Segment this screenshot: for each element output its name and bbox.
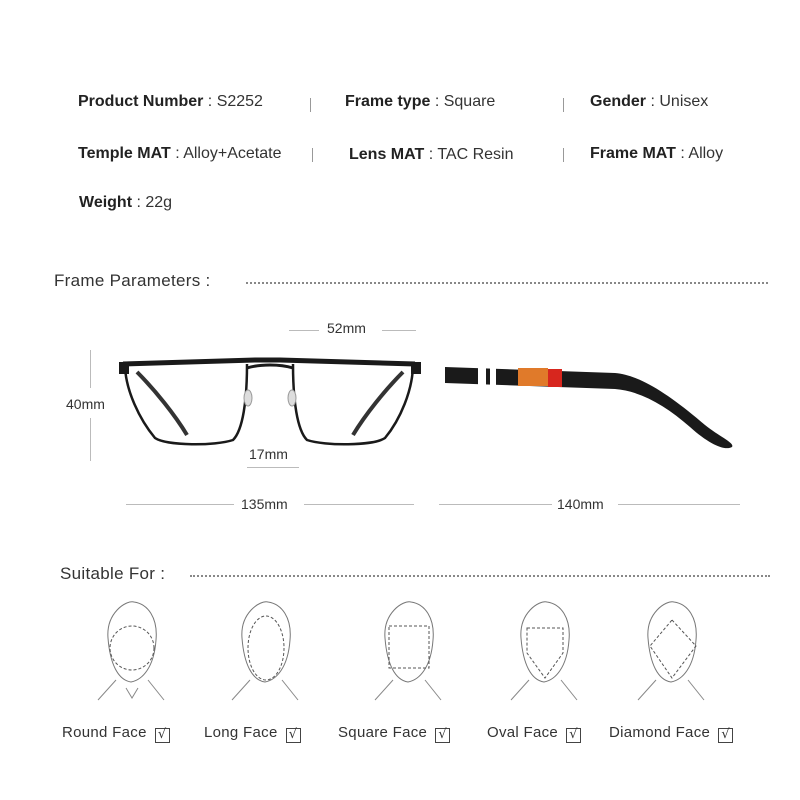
dimension-line (618, 504, 740, 505)
glasses-front-view (115, 350, 425, 460)
face-label: Oval Face (487, 724, 559, 741)
temple-length-label: 140mm (557, 496, 604, 512)
checkmark-icon: √ (566, 728, 581, 743)
checkmark-icon: √ (155, 728, 170, 743)
dotted-divider (190, 575, 770, 577)
face-label: Round Face (62, 724, 147, 741)
spec-value: Square (443, 93, 496, 110)
dimension-line (304, 504, 414, 505)
spec-value: S2252 (216, 93, 263, 110)
divider (563, 98, 564, 112)
face-option-diamond (609, 724, 733, 743)
square-face-icon (373, 598, 443, 708)
spec-value: 22g (145, 194, 173, 211)
spec-label: Product Number (78, 93, 204, 110)
spec-value: TAC Resin (437, 146, 514, 163)
spec-temple-mat: Temple MAT : Alloy+Acetate (78, 145, 282, 162)
spec-frame-mat: Frame MAT : Alloy (590, 145, 724, 162)
checkmark-icon: √ (435, 728, 450, 743)
spec-value: Unisex (659, 93, 709, 110)
frame-width-label: 135mm (241, 496, 288, 512)
frame-parameters-title: Frame Parameters : (54, 271, 211, 290)
spec-label: Lens MAT (349, 146, 425, 163)
spec-value: Alloy+Acetate (183, 145, 282, 162)
dimension-line (90, 350, 91, 388)
spec-frame-type: Frame type : Square (345, 93, 496, 110)
checkmark-icon: √ (286, 728, 301, 743)
lens-height-label: 40mm (66, 396, 105, 412)
face-option-oval (487, 724, 581, 743)
face-label: Square Face (338, 724, 428, 741)
spec-label: Gender (590, 93, 647, 110)
dimension-line (90, 418, 91, 461)
glasses-side-view (440, 355, 740, 455)
spec-gender: Gender : Unisex (590, 93, 709, 110)
dimension-line (289, 330, 319, 331)
dotted-divider (246, 282, 768, 284)
face-label: Long Face (204, 724, 278, 741)
face-label: Diamond Face (609, 724, 711, 741)
checkmark-icon: √ (718, 728, 733, 743)
suitable-for-title: Suitable For : (60, 564, 166, 583)
face-option-round (62, 724, 170, 743)
long-face-icon (230, 598, 300, 708)
lens-width-label: 52mm (327, 320, 366, 336)
divider (312, 148, 313, 162)
spec-weight: Weight : 22g (79, 194, 173, 211)
spec-product-number: Product Number : S2252 (78, 93, 263, 110)
dimension-line (382, 330, 416, 331)
divider (563, 148, 564, 162)
spec-lens-mat: Lens MAT : TAC Resin (349, 146, 514, 163)
face-option-square (338, 724, 450, 743)
spec-value: Alloy (688, 145, 724, 162)
round-face-icon (96, 598, 166, 708)
spec-label: Weight (79, 194, 133, 211)
oval-face-icon (509, 598, 579, 708)
spec-label: Frame type (345, 93, 431, 110)
face-option-long (204, 724, 301, 743)
dimension-line (126, 504, 234, 505)
spec-label: Temple MAT (78, 145, 171, 162)
dimension-line (439, 504, 552, 505)
dimension-line (247, 467, 299, 468)
bridge-width-label: 17mm (249, 446, 288, 462)
divider (310, 98, 311, 112)
diamond-face-icon (636, 598, 706, 708)
spec-label: Frame MAT (590, 145, 676, 162)
